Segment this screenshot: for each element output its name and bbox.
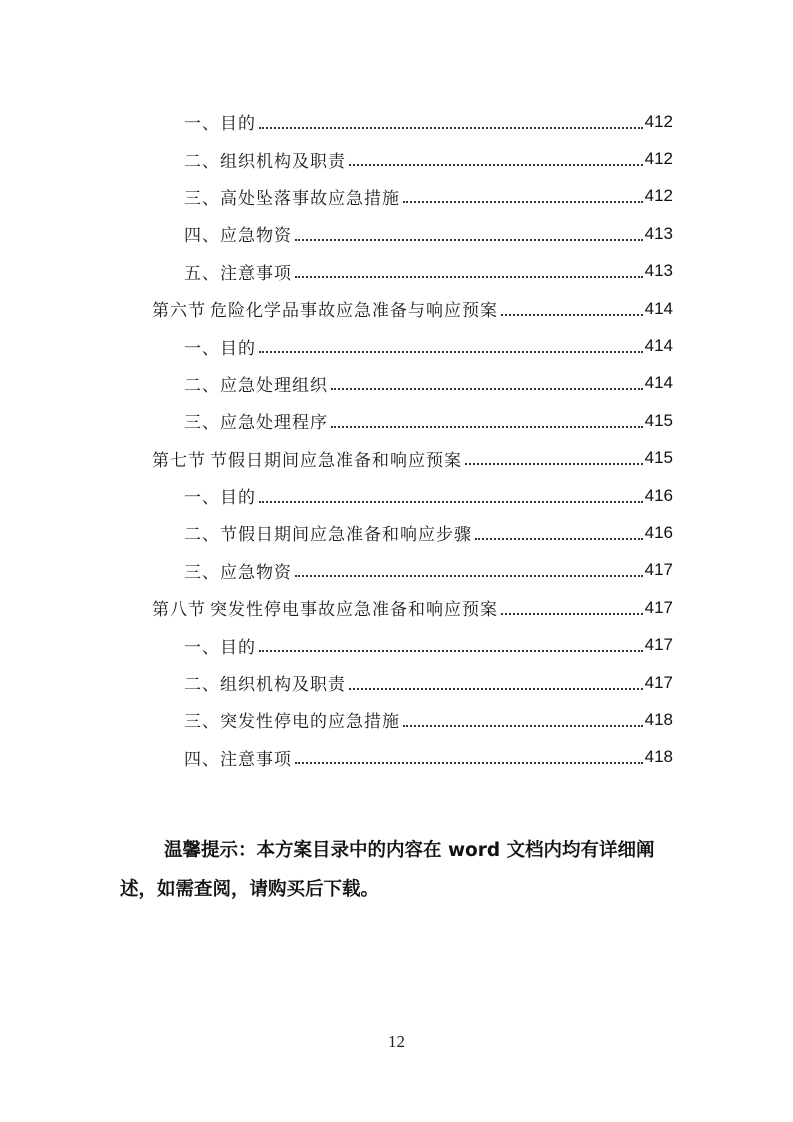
toc-entry-number: 二、	[184, 151, 220, 172]
toc-entry-number: 二、	[184, 375, 220, 396]
toc-entry-number: 三、	[184, 712, 220, 733]
toc-entry-number: 二、	[184, 525, 220, 546]
toc-entry-title: 高处坠落事故应急措施	[220, 188, 400, 209]
dot-leader	[465, 463, 643, 465]
toc-entry[interactable]	[0, 626, 793, 663]
toc-entry-title: 应急处理程序	[220, 413, 328, 434]
toc-entry-page: 415	[644, 448, 673, 468]
page-number: 12	[388, 1032, 405, 1051]
purchase-notice: 温馨提示：本方案目录中的内容在 word 文档内均有详细阐述，如需查阅，请购买后下载。	[120, 839, 655, 900]
dot-leader	[295, 762, 643, 764]
toc-entry[interactable]	[0, 215, 793, 252]
dot-leader	[295, 276, 643, 278]
toc-section-entry[interactable]	[0, 440, 793, 477]
toc-entry-number: 一、	[184, 114, 220, 135]
toc-entry-page: 415	[644, 410, 673, 430]
toc-entry[interactable]	[0, 103, 793, 140]
toc-entry-number: 一、	[184, 488, 220, 509]
dot-leader	[331, 426, 643, 428]
toc-entry-number: 三、	[184, 188, 220, 209]
dot-leader	[259, 650, 643, 652]
toc-entry[interactable]	[0, 514, 793, 551]
toc-entry-title: 应急物资	[220, 562, 292, 583]
toc-entry-page: 417	[644, 672, 673, 692]
toc-entry[interactable]	[0, 140, 793, 177]
toc-entry-title: 目的	[220, 114, 256, 135]
toc-entry[interactable]	[0, 664, 793, 701]
table-of-contents	[0, 103, 793, 776]
toc-entry-page: 416	[644, 522, 673, 542]
toc-section-entry[interactable]	[0, 589, 793, 626]
toc-entry-title: 目的	[220, 488, 256, 509]
toc-entry[interactable]	[0, 327, 793, 364]
dot-leader	[259, 351, 643, 353]
dot-leader	[295, 239, 643, 241]
toc-entry[interactable]	[0, 178, 793, 215]
dot-leader	[475, 538, 643, 540]
toc-entry-number: 三、	[184, 413, 220, 434]
toc-entry-number: 四、	[184, 749, 220, 770]
toc-entry-page: 416	[644, 485, 673, 505]
dot-leader	[295, 575, 643, 577]
toc-entry-page: 414	[644, 373, 673, 393]
dot-leader	[403, 725, 643, 727]
dot-leader	[501, 314, 643, 316]
toc-section-title: 节假日期间应急准备和响应预案	[210, 450, 462, 471]
toc-entry-title: 应急处理组织	[220, 375, 328, 396]
toc-entry-page: 413	[644, 223, 673, 243]
toc-entry[interactable]	[0, 365, 793, 402]
toc-entry-page: 413	[644, 261, 673, 281]
toc-entry-title: 组织机构及职责	[220, 151, 346, 172]
toc-entry[interactable]	[0, 701, 793, 738]
toc-entry-number: 四、	[184, 226, 220, 247]
toc-entry-title: 目的	[220, 637, 256, 658]
toc-entry-title: 节假日期间应急准备和响应步骤	[220, 525, 472, 546]
dot-leader	[349, 164, 643, 166]
toc-entry-page: 414	[644, 336, 673, 356]
dot-leader	[403, 201, 643, 203]
toc-entry[interactable]	[0, 739, 793, 776]
dot-leader	[501, 613, 643, 615]
toc-section-entry[interactable]	[0, 290, 793, 327]
dot-leader	[349, 688, 643, 690]
toc-entry-number: 三、	[184, 562, 220, 583]
toc-section-number: 第六节	[152, 301, 206, 322]
toc-entry-number: 五、	[184, 263, 220, 284]
toc-entry-number: 二、	[184, 675, 220, 696]
toc-entry-title: 应急物资	[220, 226, 292, 247]
toc-entry-title: 突发性停电的应急措施	[220, 712, 400, 733]
toc-entry-number: 一、	[184, 637, 220, 658]
toc-entry-page: 412	[644, 149, 673, 169]
dot-leader	[259, 501, 643, 503]
toc-entry-page: 418	[644, 747, 673, 767]
toc-entry-number: 一、	[184, 338, 220, 359]
toc-entry-title: 组织机构及职责	[220, 675, 346, 696]
dot-leader	[259, 127, 643, 129]
toc-entry-page: 417	[644, 560, 673, 580]
toc-entry-page: 417	[644, 635, 673, 655]
toc-section-number: 第八节	[152, 600, 206, 621]
toc-entry-title: 注意事项	[220, 749, 292, 770]
toc-entry-page: 418	[644, 709, 673, 729]
toc-entry-page: 412	[644, 111, 673, 131]
toc-entry[interactable]	[0, 402, 793, 439]
toc-section-title: 危险化学品事故应急准备与响应预案	[210, 301, 498, 322]
toc-entry-page: 412	[644, 186, 673, 206]
toc-entry[interactable]	[0, 477, 793, 514]
toc-section-title: 突发性停电事故应急准备和响应预案	[210, 600, 498, 621]
toc-entry[interactable]	[0, 253, 793, 290]
toc-entry-page: 417	[644, 597, 673, 617]
dot-leader	[331, 388, 643, 390]
toc-entry-title: 注意事项	[220, 263, 292, 284]
toc-entry-title: 目的	[220, 338, 256, 359]
toc-section-number: 第七节	[152, 450, 206, 471]
toc-entry-page: 414	[644, 298, 673, 318]
toc-entry[interactable]	[0, 552, 793, 589]
